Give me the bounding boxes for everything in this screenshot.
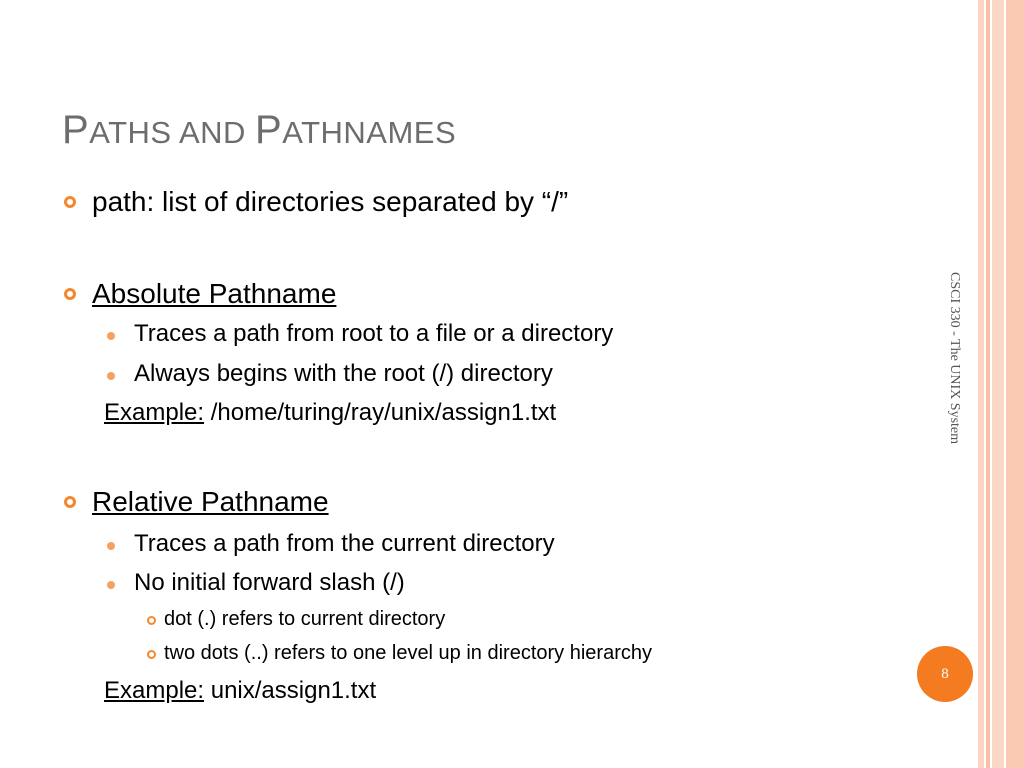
rel-sub2b: two dots (..) refers to one level up in directory hierarchy [164,642,652,664]
dot-bullet-icon [107,581,115,589]
rel-sub2a: dot (.) refers to current directory [164,608,446,630]
slide-title: PATHS AND PATHNAMES [62,108,457,152]
decor-stripe [992,0,1004,768]
ring-bullet-icon [64,496,76,508]
absolute-heading: Absolute Pathname [92,278,337,309]
relative-heading: Relative Pathname [92,486,329,517]
dot-bullet-icon [107,372,115,380]
course-footer: CSCI 330 - The UNIX System [947,272,962,445]
abs-sub1: Traces a path from root to a file or a directory [134,320,614,347]
dot-bullet-icon [107,332,115,340]
dot-bullet-icon [107,542,115,550]
ring-bullet-icon [64,196,76,208]
abs-example [104,399,556,427]
decor-stripe [986,0,990,768]
example-value: /home/turing/ray/unix/assign1.txt [204,399,557,426]
example-value: unix/assign1.txt [204,677,377,704]
ring-bullet-icon [64,288,76,300]
page-number-badge: 8 [917,646,973,702]
rel-example [104,677,376,705]
ring-bullet-icon [147,650,156,659]
decor-stripe [978,0,984,768]
decor-stripe [1006,0,1024,768]
rel-sub1: Traces a path from the current directory [134,530,555,557]
rel-sub2: No initial forward slash (/) [134,569,405,596]
ring-bullet-icon [147,616,156,625]
abs-sub2: Always begins with the root (/) directory [134,360,553,387]
example-label: Example: [104,677,205,704]
example-label: Example: [104,399,205,426]
bullet-path: path: list of directories separated by “/” [92,186,569,217]
